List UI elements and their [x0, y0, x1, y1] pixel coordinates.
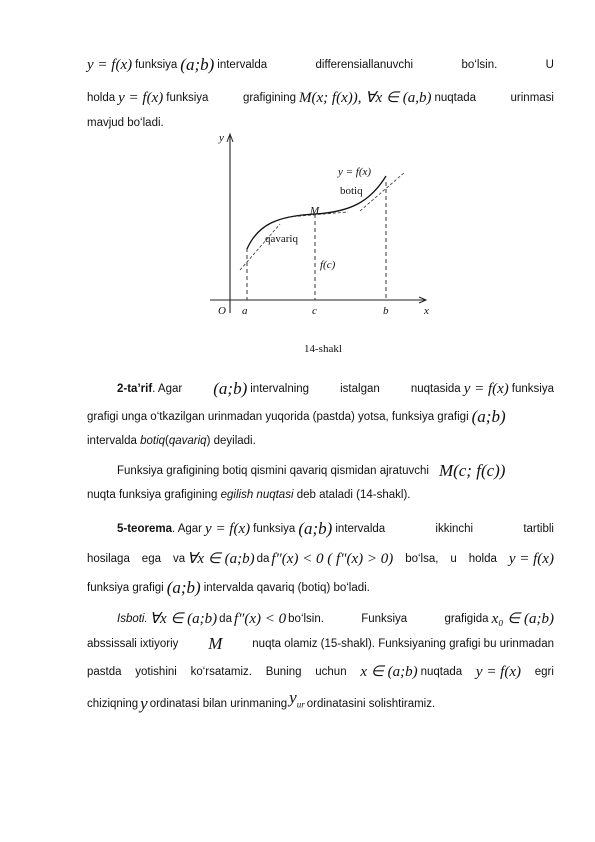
- formula: (a;b): [166, 578, 201, 597]
- text: deb ataladi (14-shakl).: [293, 489, 411, 501]
- formula: M(x; f(x)), ∀x ∈ (a,b): [299, 90, 432, 106]
- text: ko‘rsatamiz.: [190, 666, 252, 678]
- text: urinmasi: [510, 92, 554, 104]
- figure-caption: 14-shakl: [304, 343, 342, 355]
- text: intervalda: [87, 435, 137, 447]
- text: grafigining: [242, 92, 297, 104]
- text: da: [256, 553, 270, 565]
- formula: x₀ ∈ (a;b): [491, 611, 554, 627]
- text: (: [165, 435, 169, 447]
- text: nuqtasida: [410, 383, 461, 395]
- x-axis-label: x: [424, 305, 429, 317]
- text: pastda: [87, 666, 122, 678]
- text: grafigi unga o‘tkazilgan urinmadan yuqorida (pastda) yotsa, funksiya grafigi: [87, 411, 469, 423]
- text: egri: [534, 666, 554, 678]
- def2-line-3: [87, 433, 554, 449]
- proof-title: Isboti.: [117, 613, 148, 625]
- text: uchun: [315, 666, 347, 678]
- proof-line-3: [87, 664, 554, 680]
- text: differensiallanuvchi: [315, 59, 414, 71]
- theorem-title: 5-teorema: [117, 523, 172, 535]
- formula: (a;b): [298, 519, 333, 538]
- text: va: [172, 553, 186, 565]
- text: funksiya: [253, 523, 296, 535]
- formula: f″(x) < 0 ( f″(x) > 0): [271, 551, 394, 567]
- text: ikkinchi: [435, 523, 474, 535]
- formula: ∀x ∈ (a;b): [187, 551, 255, 567]
- formula: y = f(x): [205, 521, 251, 537]
- text: holda: [468, 553, 497, 565]
- formula: y: [140, 694, 148, 714]
- graph-svg: [200, 128, 440, 358]
- formula: ∀x ∈ (a;b): [149, 611, 218, 627]
- formula: y = f(x): [508, 551, 554, 567]
- b-label: b: [383, 305, 389, 317]
- text: intervalda: [217, 59, 268, 71]
- proof-line-4: [87, 690, 554, 712]
- formula: M(c; f(c)): [438, 461, 506, 480]
- text: bo‘lsa,: [405, 553, 439, 565]
- text: u: [450, 553, 457, 565]
- term-inflection: egilish nuqtasi: [220, 489, 294, 501]
- text: intervalda: [335, 523, 386, 535]
- text: chiziqning: [87, 698, 139, 711]
- thm5-line-3: [87, 580, 554, 596]
- qavariq-label: qavariq: [265, 233, 298, 245]
- text: yotishini: [135, 666, 177, 678]
- text: ega: [141, 553, 161, 565]
- botiq-label: botiq: [340, 185, 363, 197]
- text: mavjud bo‘ladi.: [87, 117, 164, 129]
- curve-label: y = f(x): [338, 166, 372, 178]
- thm5-line-1: [117, 521, 554, 537]
- text: Buning: [265, 666, 302, 678]
- text: Funksiya grafigining botiq qismini qavariq qismidan ajratuvchi: [117, 465, 429, 477]
- p1-line-2: [87, 90, 554, 106]
- formula-subscript: ur: [296, 699, 305, 710]
- a-label: a: [242, 305, 248, 317]
- y-axis-label: y: [219, 132, 224, 144]
- text: funksiya: [166, 92, 209, 104]
- text: hosilaga: [87, 553, 130, 565]
- def2-line-1: [117, 381, 554, 397]
- text: nuqtada: [434, 92, 477, 104]
- text: intervalning: [250, 383, 310, 395]
- text: nuqtada: [420, 666, 463, 678]
- term-qavariq: qavariq: [168, 435, 207, 447]
- def-title: 2-ta’rif: [117, 383, 153, 395]
- formula: x ∈ (a;b): [360, 664, 418, 680]
- p3-line-1: [117, 463, 554, 479]
- origin-label: O: [218, 305, 226, 317]
- proof-line-1: [117, 611, 554, 627]
- text: ordinatasi bilan urinmaning: [149, 698, 288, 711]
- text: ) deyiladi.: [206, 435, 256, 447]
- text: abssissali ixtiyoriy: [87, 638, 179, 650]
- text: . Agar: [171, 523, 203, 535]
- m-point-label: M: [310, 205, 320, 217]
- p1-line-1: [87, 57, 554, 73]
- text: bo‘lsin.: [461, 59, 498, 71]
- text: nuqta funksiya grafigining: [87, 489, 218, 501]
- text: funksiya: [511, 383, 554, 395]
- text: funksiya: [135, 59, 178, 71]
- text: holda: [87, 92, 116, 104]
- formula: y = f(x): [87, 57, 133, 73]
- formula: (a;b): [180, 55, 215, 74]
- text: da: [219, 613, 232, 625]
- formula: y = f(x): [118, 90, 164, 106]
- thm5-line-2: [87, 551, 554, 567]
- text: . Agar: [152, 383, 183, 395]
- term-botiq: botiq: [140, 435, 166, 447]
- proof-line-2: [87, 636, 554, 652]
- p3-line-2: [87, 487, 554, 503]
- text: grafigida: [444, 613, 489, 625]
- def2-line-2: [87, 409, 554, 425]
- formula: (a;b): [213, 379, 248, 398]
- formula-y: y: [289, 688, 297, 707]
- text: funksiya grafigi: [87, 582, 164, 594]
- text: ordinatasini solishtiramiz.: [306, 698, 436, 711]
- text: U: [545, 59, 554, 71]
- formula: (a;b): [471, 407, 506, 426]
- text: Funksiya: [361, 613, 408, 625]
- figure-14: [200, 128, 440, 358]
- formula: y = f(x): [475, 664, 522, 680]
- formula: y = f(x): [463, 381, 509, 397]
- formula: M: [208, 634, 223, 653]
- text: nuqta olamiz (15-shakl). Funksiyaning grafigi bu urinmadan: [252, 638, 554, 650]
- text: intervalda qavariq (botiq) bo‘ladi.: [203, 582, 370, 594]
- text: bo‘lsin.: [288, 613, 324, 625]
- fc-label: f(c): [320, 259, 336, 271]
- formula: [289, 690, 305, 712]
- text: tartibli: [523, 523, 554, 535]
- c-label: c: [312, 305, 317, 317]
- text: istalgan: [340, 383, 380, 395]
- formula: f″(x) < 0: [233, 611, 287, 627]
